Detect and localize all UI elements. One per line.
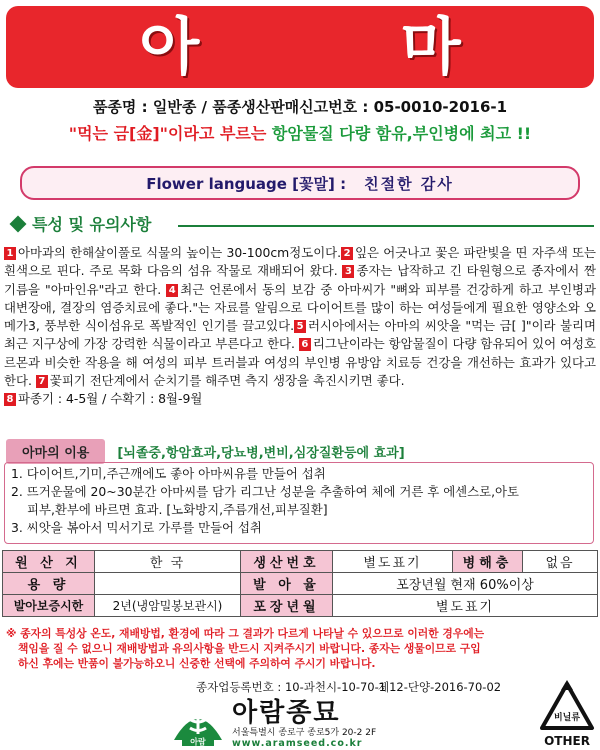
recycle-material: 비닐류 xyxy=(553,713,581,723)
brand-address: 서울특별시 종로구 종로5가 20-2 2F xyxy=(232,728,377,738)
germination-label: 발 아 율 xyxy=(241,573,333,595)
warning-notice xyxy=(6,626,596,671)
guarantee-value: 2년(냉암밀봉보관시) xyxy=(95,595,241,617)
features-text xyxy=(4,244,596,409)
brand-website: www.aramseed.co.kr xyxy=(232,738,363,749)
feature-item: 꽃피기 전단계에서 순치기를 해주면 측지 생장을 촉진시키면 좋다. xyxy=(49,373,405,389)
spec-table xyxy=(2,550,598,617)
guarantee-label: 발아보증시한 xyxy=(3,595,95,617)
feature-item: 잎은 어긋나고 꽃은 파란빛을 띤 자주색 또는 흰색으로 핀다. 주로 목화 다음의 섬유 작물로 재배되어 왔다. xyxy=(4,245,596,279)
number-badge: 7 xyxy=(36,375,48,388)
company-logo xyxy=(170,700,226,746)
number-badge: 5 xyxy=(294,320,306,333)
recycle-mark xyxy=(536,680,598,748)
number-badge: 3 xyxy=(342,265,354,278)
feature-item: 최근 언론에서 동의 보감 중 아마씨가 "뼈와 피부를 건강하게 하고 부인병과 대변장애, 결장의 염증치료에 좋다."는 자료를 알림으로 다이어트를 많이 하는 여성들에게 필요한 영양소와 오메가3, 풍부한 식이섬유로 폭발적인 인기를 끌고있다. xyxy=(4,281,596,334)
brand-name: 아람종묘 xyxy=(232,698,341,728)
warning-line: 하신 후에는 반품이 불가능하오니 신중한 선택에 주의하여 주시기 바랍니다. xyxy=(18,657,376,670)
capacity-label: 용 량 xyxy=(3,573,95,595)
slogan-part-2: 항암물질 다량 함유,부인병에 최고 !! xyxy=(271,124,532,143)
feature-item: 러시아에서는 아마의 씨앗을 "먹는 금[ ]"이라 불리며 최근 지구상에 가장 강력한 식물이라고 부른다고 한다. xyxy=(4,318,597,352)
feature-item: 종자는 납작하고 긴 타원형으로 종자에서 짠 기름을 "아마인유"라고 한다. xyxy=(4,263,596,297)
recycle-icon xyxy=(536,680,598,734)
use-line: 1. 다이어트,기미,주근깨에도 좋아 아마씨유를 만들어 섭취 xyxy=(11,466,326,481)
uses-box xyxy=(4,462,594,544)
germination-value: 포장년월 현재 60%이상 xyxy=(333,573,598,595)
uses-title: 아마의 이용 xyxy=(6,439,105,464)
flower-language-box xyxy=(20,166,580,200)
use-line: 피부,환부에 바르면 효과. [노화방지,주름개선,피부질환] xyxy=(27,502,328,517)
variety-registration: 품종명 : 일반종 / 품종생산판매신고번호 : 05-0010-2016-1 xyxy=(92,98,508,116)
business-registration: 종자업등록번호 : 10-과천시-10-70-1 xyxy=(196,680,387,694)
pest-value: 없음 xyxy=(523,551,598,573)
uses-heading xyxy=(6,440,405,462)
brand-block xyxy=(232,698,376,749)
slogan xyxy=(0,121,600,144)
origin-label: 원 산 지 xyxy=(3,551,95,573)
logo-text: 아람 xyxy=(190,737,206,746)
serial-value: 별도표기 xyxy=(333,551,453,573)
slogan-part-1: "먹는 금[金]"이라고 부르는 xyxy=(68,124,272,143)
number-badge: 6 xyxy=(299,338,311,351)
title-banner xyxy=(6,6,594,88)
feature-item: 파종기 : 4-5월 / 수확기 : 8월-9월 xyxy=(18,391,203,407)
product-title: 아 마 xyxy=(139,10,551,83)
serial-label: 생산번호 xyxy=(241,551,333,573)
number-badge: 1 xyxy=(4,247,16,260)
business-code: 제12-단양-2016-70-02 xyxy=(378,680,502,694)
use-line: 2. 뜨거운물에 20~30분간 아마씨를 담가 리그난 성분을 추출하여 체에 거른 후 에센스로,아토 xyxy=(11,484,519,499)
diamond-icon xyxy=(10,215,27,232)
pack-date-value: 별도표기 xyxy=(333,595,598,617)
warning-line: ※ 종자의 특성상 온도, 재배방법, 환경에 따라 그 결과가 다르게 나타날 수 있으므로 이러한 경우에는 xyxy=(6,627,485,640)
feature-item: 아마과의 한해살이풀로 식물의 높이는 30-100cm정도이다. xyxy=(18,245,342,260)
warning-line: 책임을 질 수 없으니 재배방법과 유의사항을 반드시 지켜주시기 바랍니다. 종자는 생물이므로 구입 xyxy=(18,642,481,655)
number-badge: 4 xyxy=(166,284,178,297)
capacity-value xyxy=(95,573,241,595)
flower-language-label: Flower language [꽃말] : xyxy=(146,174,347,193)
features-title: 특성 및 유의사항 xyxy=(32,215,152,234)
origin-value: 한 국 xyxy=(95,551,241,573)
features-heading xyxy=(6,212,151,235)
uses-effects: [뇌졸중,항암효과,당뇨병,변비,심장질환등에 효과] xyxy=(117,445,405,461)
pest-label: 병해충 xyxy=(453,551,523,573)
number-badge: 2 xyxy=(341,247,353,260)
flower-language-value: 친절한 감사 xyxy=(364,174,454,193)
number-badge: 8 xyxy=(4,393,16,406)
divider xyxy=(178,225,594,227)
pack-date-label: 포장년월 xyxy=(241,595,333,617)
feature-item: 리그난이라는 항암물질이 다량 함유되어 있어 여성호르몬과 비슷한 작용을 해 여성의 피부 트러블과 여성의 부인병 유방암 치료등 건강을 개선하는 효과가 있다고 한다. xyxy=(4,336,596,389)
use-line: 3. 씨앗을 볶아서 믹서기로 가루를 만들어 섭취 xyxy=(11,520,262,535)
recycle-label: OTHER xyxy=(544,734,590,748)
